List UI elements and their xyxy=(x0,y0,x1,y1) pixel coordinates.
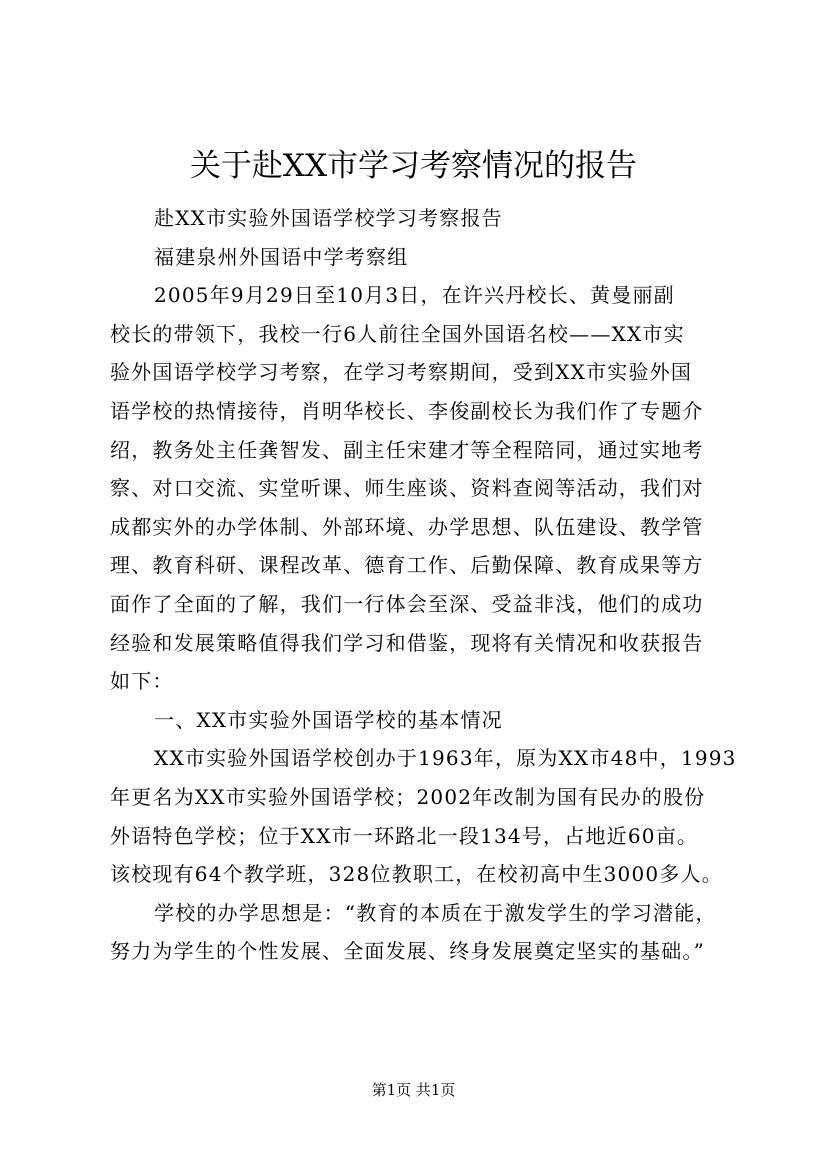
paragraph-line: 校长的带领下，我校一行6人前往全国外国语名校——XX市实 xyxy=(110,321,685,346)
paragraph-line: 面作了全面的了解，我们一行体会至深、受益非浅，他们的成功 xyxy=(110,591,704,616)
paragraph-line: 察、对口交流、实堂听课、师生座谈、资料查阅等活动，我们对 xyxy=(110,476,704,501)
paragraph-line: 验外国语学校学习考察，在学习考察期间，受到XX市实验外国 xyxy=(110,360,693,385)
paragraph-line: 外语特色学校；位于XX市一环路北一段134号，占地近60亩。 xyxy=(110,823,699,848)
subtitle-line: 赴XX市实验外国语学校学习考察报告 xyxy=(154,206,503,230)
paragraph-line: 语学校的热情接待，肖明华校长、李俊副校长为我们作了专题介 xyxy=(110,398,704,423)
section-heading: 一、XX市实验外国语学校的基本情况 xyxy=(154,707,503,732)
paragraph-line: 如下： xyxy=(110,669,174,694)
author-line: 福建泉州外国语中学考察组 xyxy=(154,244,409,269)
document-body xyxy=(110,199,750,971)
paragraph-line: 经验和发展策略值得我们学习和借鉴，现将有关情况和收获报告 xyxy=(110,630,704,655)
paragraph-line: 学校的办学思想是：“教育的本质在于激发学生的学习潜能， xyxy=(154,900,717,925)
paragraph-line: 年更名为XX市实验外国语学校；2002年改制为国有民办的股份 xyxy=(110,784,706,809)
paragraph-line: XX市实验外国语学校创办于1963年，原为XX市48中，1993 xyxy=(154,746,737,771)
paragraph-line: 绍，教务处主任龚智发、副主任宋建才等全程陪同，通过实地考 xyxy=(110,437,704,462)
page-number: 第1页 共1页 xyxy=(371,1081,456,1099)
paragraph-line: 该校现有64个教学班，328位教职工，在校初高中生3000多人。 xyxy=(110,862,723,887)
paragraph-line: 努力为学生的个性发展、全面发展、终身发展奠定坚实的基础。” xyxy=(110,939,706,964)
paragraph-line: 2005年9月29日至10月3日，在许兴丹校长、黄曼丽副 xyxy=(154,283,675,308)
paragraph-line: 理、教育科研、课程改革、德育工作、后勤保障、教育成果等方 xyxy=(110,553,704,578)
document-title: 关于赴XX市学习考察情况的报告 xyxy=(189,148,638,184)
paragraph-line: 成都实外的办学体制、外部环境、办学思想、队伍建设、教学管 xyxy=(110,514,704,539)
